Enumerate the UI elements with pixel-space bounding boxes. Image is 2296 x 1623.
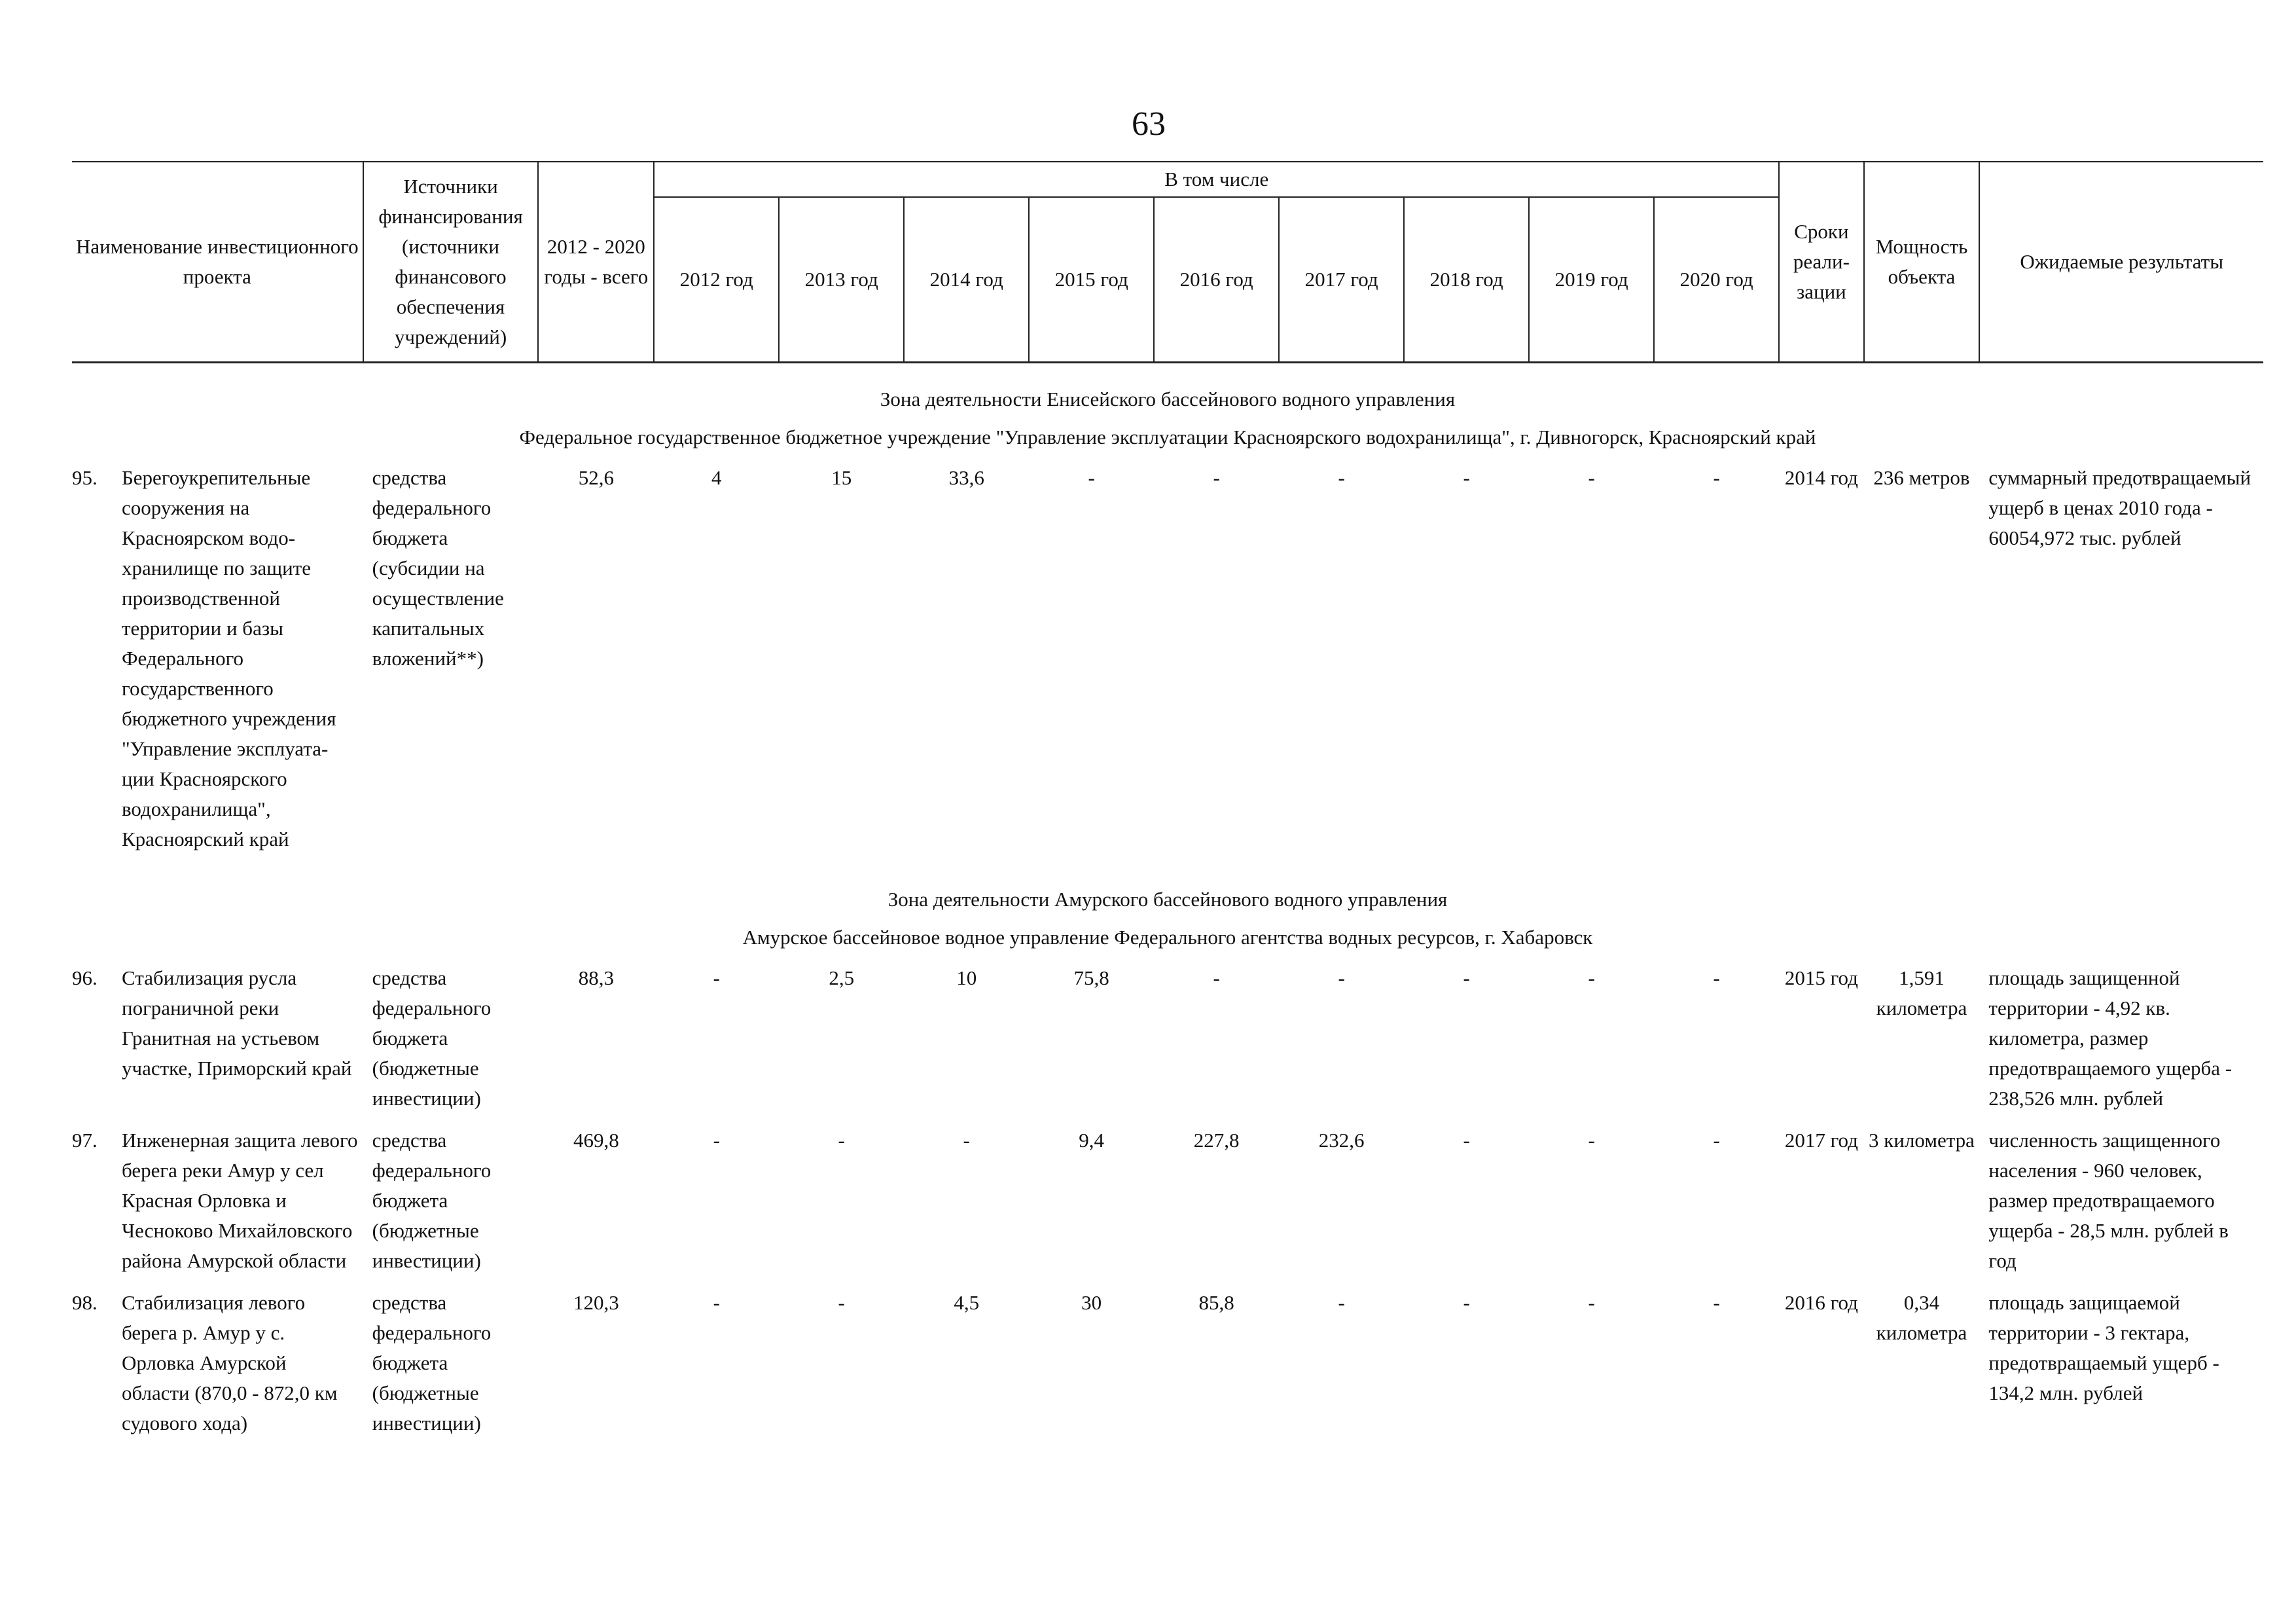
zone-row [72, 363, 2263, 415]
year-value: - [1213, 466, 1220, 489]
table-row [72, 960, 2263, 1123]
capacity-value: 0,34 километра [1876, 1291, 1967, 1344]
year-value: 227,8 [1193, 1129, 1240, 1152]
investment-projects-table [72, 161, 2263, 1448]
header-year: 2020 год [1654, 197, 1779, 363]
year-value: 85,8 [1198, 1291, 1234, 1314]
year-value: - [1713, 466, 1720, 489]
expected-result: суммарный предотвращаемый ущерб в ценах 2010 года - 60054,972 тыс. рублей [1988, 466, 2251, 549]
year-value: - [1463, 1129, 1470, 1152]
year-value: - [1713, 966, 1720, 989]
funding-source: средства федерального бюджета (бюджетные инвестиции) [372, 1129, 492, 1272]
term-value: 2016 год [1784, 1291, 1858, 1314]
term-value: 2014 год [1784, 466, 1858, 489]
table-body [72, 363, 2263, 1448]
org-title: Федеральное государственное бюджетное учреждение "Управление эксплуатации Красноярского водохранилища", г. Дивногорск, Красноярский край [519, 426, 1816, 448]
table-row [72, 1123, 2263, 1285]
year-value: - [1588, 466, 1595, 489]
total-value: 469,8 [573, 1129, 619, 1152]
year-value: - [1213, 966, 1220, 989]
total-value: 120,3 [573, 1291, 619, 1314]
term-value: 2015 год [1784, 966, 1858, 989]
capacity-value: 1,591 километра [1876, 966, 1967, 1019]
year-value: 30 [1081, 1291, 1102, 1314]
table-row [72, 1285, 2263, 1448]
year-value: - [713, 1291, 720, 1314]
year-value: - [838, 1291, 845, 1314]
year-value: - [1713, 1291, 1720, 1314]
table-header [72, 162, 2263, 363]
investment-projects-sheet [72, 161, 2263, 1448]
header-term: Сроки реали-зации [1779, 162, 1863, 363]
funding-source: средства федерального бюджета (бюджетные инвестиции) [372, 1291, 492, 1434]
year-value: - [1588, 966, 1595, 989]
project-name: Стабилизация левого берега р. Амур у с. Орловка Амурской области (870,0 - 872,0 км судового хода) [122, 1291, 338, 1434]
year-value: 4,5 [954, 1291, 980, 1314]
header-year: 2013 год [779, 197, 904, 363]
header-in-total: В том числе [654, 162, 1779, 197]
year-value: 4 [711, 466, 722, 489]
year-value: 15 [831, 466, 852, 489]
org-row [72, 414, 2263, 460]
project-name-cell [72, 1285, 363, 1448]
year-value: - [1463, 1291, 1470, 1314]
header-name: Наименование инвестиционного проекта [72, 162, 363, 363]
project-name-cell [72, 460, 363, 864]
project-name: Стабилизация русла пограничной реки Гранитная на устьевом участке, Приморский край [122, 966, 352, 1080]
year-value: - [1338, 966, 1345, 989]
header-year: 2017 год [1279, 197, 1404, 363]
year-value: - [1588, 1291, 1595, 1314]
capacity-value: 3 километра [1869, 1129, 1975, 1152]
expected-result: площадь защищенной территории - 4,92 кв. километра, размер предотвращаемого ущерба - 238,526 млн. рублей [1988, 966, 2233, 1110]
project-name-cell [72, 1123, 363, 1285]
funding-source: средства федерального бюджета (субсидии на осуществление капитальных вложений**) [372, 466, 504, 670]
zone-title: Зона деятельности Амурского бассейнового водного управления [888, 888, 1448, 911]
year-value: 2,5 [829, 966, 855, 989]
funding-source: средства федерального бюджета (бюджетные инвестиции) [372, 966, 492, 1110]
table-row [72, 460, 2263, 864]
header-year: 2012 год [654, 197, 779, 363]
year-value: 10 [956, 966, 977, 989]
org-title: Амурское бассейновое водное управление Федерального агентства водных ресурсов, г. Хабаровск [742, 926, 1593, 949]
year-value: 75,8 [1073, 966, 1109, 989]
header-year: 2014 год [904, 197, 1029, 363]
capacity-value: 236 метров [1873, 466, 1970, 489]
year-value: - [1588, 1129, 1595, 1152]
project-name-cell [72, 960, 363, 1123]
row-number: 97. [72, 1129, 98, 1152]
year-value: 9,4 [1079, 1129, 1105, 1152]
expected-result: площадь защищаемой территории - 3 гектара, предотвращаемый ущерб - 134,2 млн. рублей [1988, 1291, 2219, 1404]
year-value: - [1338, 1291, 1345, 1314]
total-value: 52,6 [578, 466, 614, 489]
project-name: Берегоукрепительные сооружения на Красноярском водо-хранилище по защите производственной территории и базы Федерального государственного бюджетного учреждения "Управление эксплуата-ции Красноярского водохранилища", Красноярский край [122, 466, 336, 850]
row-number: 95. [72, 466, 98, 489]
header-year: 2019 год [1529, 197, 1654, 363]
zone-title: Зона деятельности Енисейского бассейнового водного управления [880, 388, 1456, 410]
zone-row [72, 864, 2263, 915]
total-value: 88,3 [578, 966, 614, 989]
header-year: 2016 год [1154, 197, 1279, 363]
year-value: - [1463, 466, 1470, 489]
year-value: - [1088, 466, 1095, 489]
header-capacity: Мощность объекта [1864, 162, 1980, 363]
year-value: 33,6 [948, 466, 984, 489]
page-number: 63 [1132, 105, 1166, 143]
year-value: - [963, 1129, 970, 1152]
row-number: 98. [72, 1291, 98, 1314]
year-value: - [713, 966, 720, 989]
year-value: 232,6 [1318, 1129, 1365, 1152]
project-name: Инженерная защита левого берега реки Амур у сел Красная Орловка и Чесноково Михайловского района Амурской области [122, 1129, 358, 1272]
expected-result: численность защищенного населения - 960 человек, размер предотвращаемого ущерба - 28,5 млн. рублей в год [1988, 1129, 2229, 1272]
header-year: 2018 год [1404, 197, 1529, 363]
header-sources: Источники финансирования (источники финансового обеспечения учреждений) [363, 162, 539, 363]
header-results: Ожидаемые результаты [1979, 162, 2263, 363]
year-value: - [838, 1129, 845, 1152]
header-year: 2015 год [1029, 197, 1154, 363]
row-number: 96. [72, 966, 98, 989]
year-value: - [1338, 466, 1345, 489]
year-value: - [1463, 966, 1470, 989]
year-value: - [1713, 1129, 1720, 1152]
header-total: 2012 - 2020 годы - всего [538, 162, 654, 363]
org-row [72, 915, 2263, 960]
term-value: 2017 год [1784, 1129, 1858, 1152]
year-value: - [713, 1129, 720, 1152]
